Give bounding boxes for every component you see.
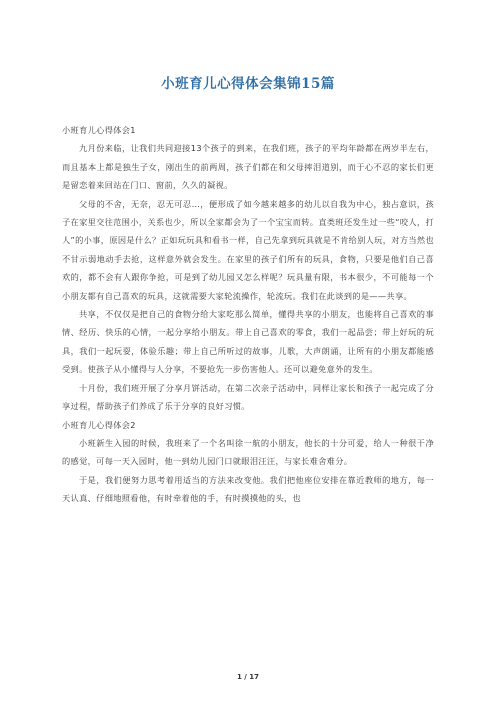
page-number: 1 / 17 [236,673,260,681]
document-body [62,121,434,508]
body-paragraph: 小班新生入园的时候，我班来了一个名叫徐一航的小朋友，他长的十分可爱，给人一种很干净的感觉，可每一天入园时，他一到幼儿园门口就眼泪汪汪，与家长难舍难分。 [62,437,434,467]
section-heading: 小班育儿心得体会2 [62,419,136,430]
section-heading: 小班育儿心得体会1 [62,125,136,135]
body-paragraph: 十月份，我们班开展了分享月饼活动，在第二次亲子活动中，同样让家长和孩子一起完成了分享过程，帮助孩子们养成了乐于分享的良好习惯。 [62,382,434,412]
body-paragraph: 共享，不仅仅是把自己的食物分给大家吃那么简单，懂得共享的小朋友，也能将自己喜欢的事情、经历、快乐的心情，一起分享给小朋友。带上自己喜欢的零食，我们一起品尝；带上好玩的玩具，我们一起玩耍，体验乐趣；带上自己所听过的故事，儿歌，大声朗诵，让所有的小朋友都能感受到。使孩子从小懂得与人分享，不要抢先一步伤害他人。还可以避免意外的发生。 [62,309,434,375]
body-paragraph: 父母的不舍，无奈，忍无可忍…，便形成了如今越来越多的幼儿以自我为中心，独占意识，孩子在家里交往范围小，关系也少，所以全家都会为了一个宝宝而转。直类班还发生过一些“咬人，打人”的小事，原因是什么？正如玩玩具和看书一样，自己先拿到玩具就是不肯给别人玩，对方当然也不甘示弱地动手去抢，这样意外就会发生。在家里的孩子们所有的玩具，食物，只要是他们自己喜欢的，都不会有人跟你争抢，可是到了幼儿园又怎么样呢？玩具量有限，书本很少，不可能每一个小朋友都有自己喜欢的玩具，这就需要大家轮流操作，轮流玩。我们在此谈到的是——共享。 [62,198,434,301]
document-title: 小班育儿心得体会集锦15篇 [161,76,335,92]
body-paragraph: 于是，我们便努力思考着用适当的方法来改变他。我们把他座位安排在靠近教师的地方，每一天认真、仔细地照看他，有时牵着他的手，有时摸摸他的头，也 [62,474,434,504]
body-paragraph: 九月份来临，让我们共同迎接13个孩子的到来，在我们班，孩子的平均年龄都在两岁半左右，而且基本上都是独生子女，刚出生的前两周，孩子们都在和父母摔泪道别，而于心不忍的家长们更是留恋着来回站在门口、窗前，久久的凝视。 [62,143,434,191]
